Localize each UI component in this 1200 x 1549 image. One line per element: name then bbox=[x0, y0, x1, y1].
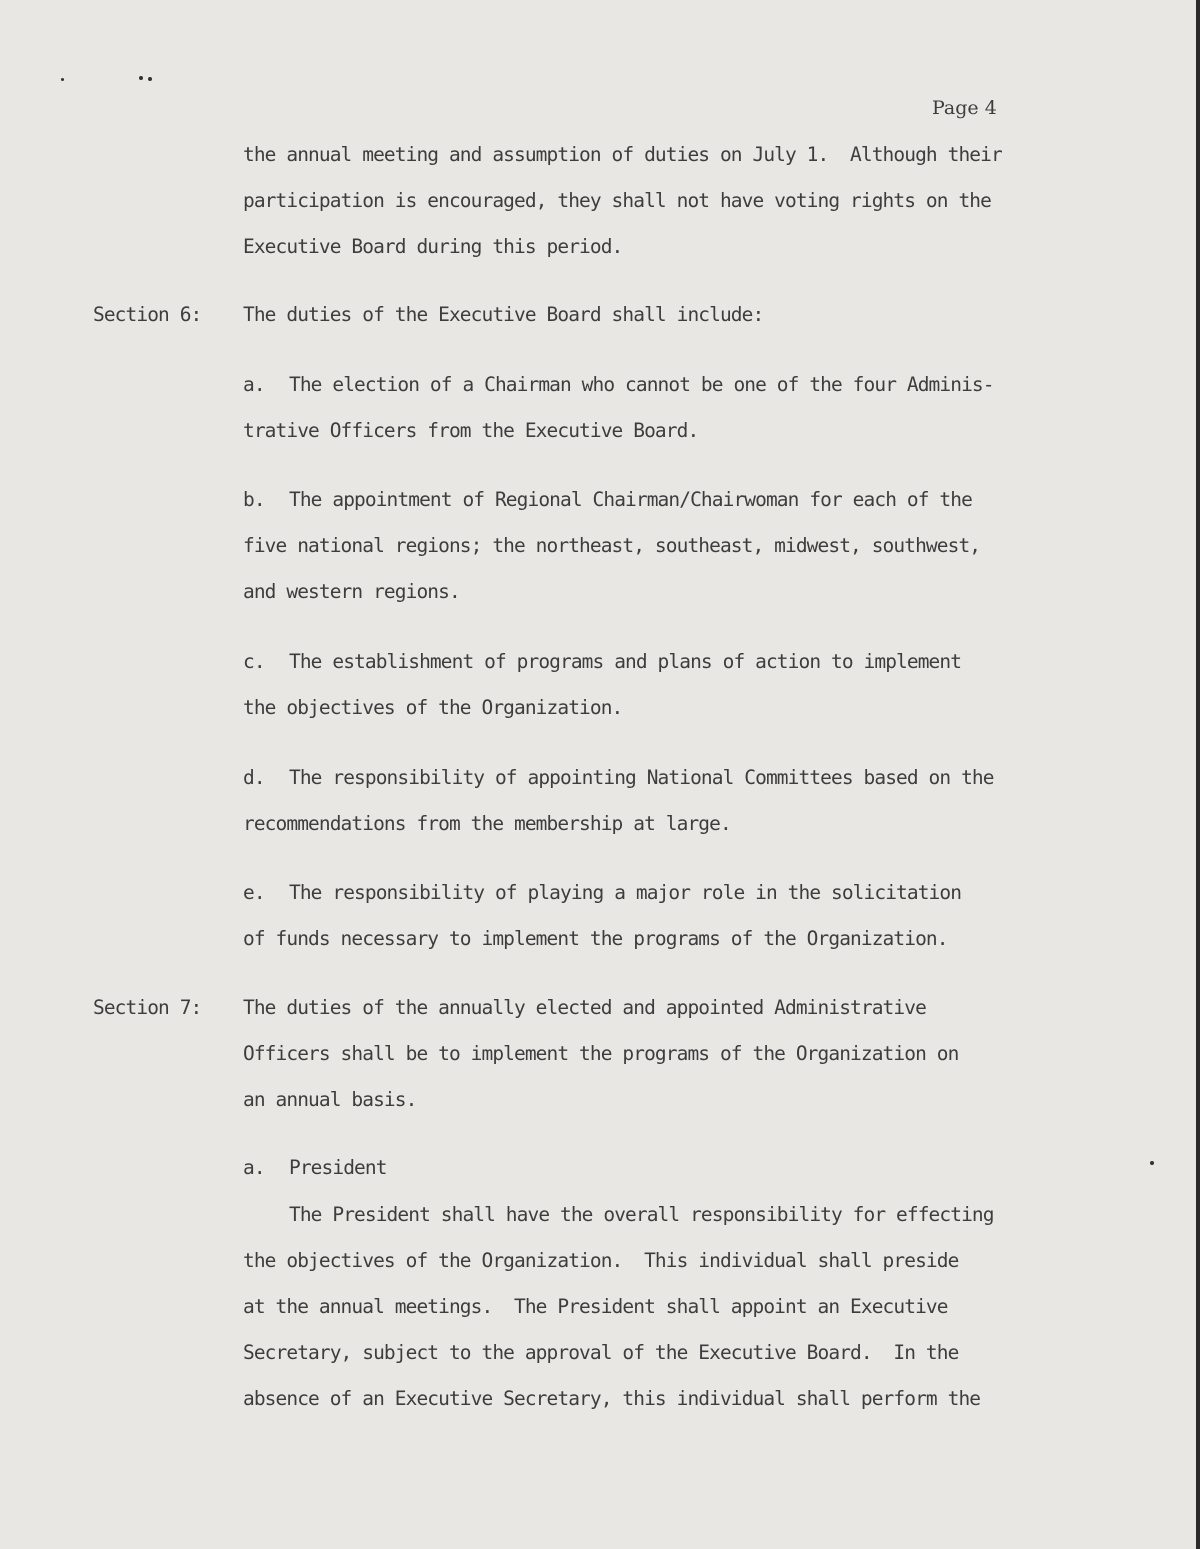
item-c-line: The establishment of programs and plans of action to implement bbox=[289, 650, 962, 673]
item-b-marker: b. bbox=[243, 488, 265, 511]
ink-speck bbox=[139, 76, 143, 80]
ink-speck bbox=[61, 78, 64, 81]
subsection-title: President bbox=[289, 1156, 387, 1179]
item-a-line: The election of a Chairman who cannot be one of the four Adminis- bbox=[289, 373, 994, 396]
page-number: Page 4 bbox=[932, 97, 997, 119]
president-line: absence of an Executive Secretary, this individual shall perform the bbox=[243, 1387, 981, 1410]
section-6-intro: The duties of the Executive Board shall include: bbox=[243, 303, 764, 326]
item-d-line: recommendations from the membership at large. bbox=[243, 812, 731, 835]
item-b-line: five national regions; the northeast, southeast, midwest, southwest, bbox=[243, 534, 981, 557]
item-e-line: The responsibility of playing a major role in the solicitation bbox=[289, 881, 962, 904]
scan-edge bbox=[1196, 0, 1200, 1549]
continuation-line: the annual meeting and assumption of duties on July 1. Although their bbox=[243, 143, 1002, 166]
item-c-line: the objectives of the Organization. bbox=[243, 696, 623, 719]
item-e-line: of funds necessary to implement the programs of the Organization. bbox=[243, 927, 948, 950]
item-b-line: The appointment of Regional Chairman/Chairwoman for each of the bbox=[289, 488, 972, 511]
president-line: Secretary, subject to the approval of the Executive Board. In the bbox=[243, 1341, 959, 1364]
item-d-line: The responsibility of appointing National Committees based on the bbox=[289, 766, 994, 789]
president-line: the objectives of the Organization. This individual shall preside bbox=[243, 1249, 959, 1272]
section-6-label: Section 6: bbox=[93, 303, 202, 326]
item-a-line: trative Officers from the Executive Board. bbox=[243, 419, 699, 442]
president-line: The President shall have the overall responsibility for effecting bbox=[289, 1203, 994, 1226]
subsection-marker: a. bbox=[243, 1156, 265, 1179]
section-7-label: Section 7: bbox=[93, 996, 202, 1019]
ink-speck bbox=[148, 77, 152, 81]
item-e-marker: e. bbox=[243, 881, 265, 904]
item-b-line: and western regions. bbox=[243, 580, 460, 603]
section-7-intro: an annual basis. bbox=[243, 1088, 417, 1111]
item-d-marker: d. bbox=[243, 766, 265, 789]
president-line: at the annual meetings. The President shall appoint an Executive bbox=[243, 1295, 948, 1318]
continuation-line: Executive Board during this period. bbox=[243, 235, 623, 258]
item-a-marker: a. bbox=[243, 373, 265, 396]
continuation-line: participation is encouraged, they shall not have voting rights on the bbox=[243, 189, 991, 212]
item-c-marker: c. bbox=[243, 650, 265, 673]
section-7-intro: The duties of the annually elected and appointed Administrative bbox=[243, 996, 926, 1019]
ink-speck bbox=[1150, 1161, 1154, 1165]
section-7-intro: Officers shall be to implement the programs of the Organization on bbox=[243, 1042, 959, 1065]
